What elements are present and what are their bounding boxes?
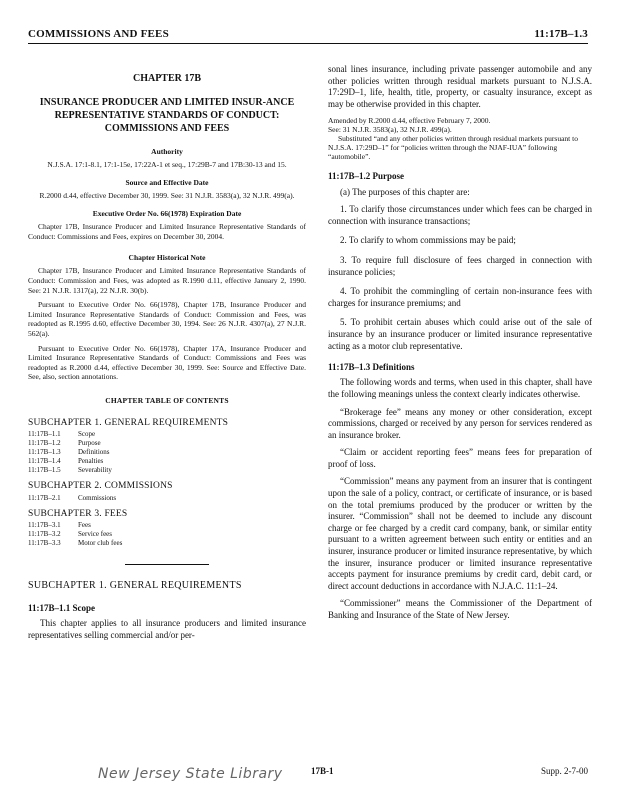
supplement-date: Supp. 2-7-00 bbox=[541, 766, 588, 776]
toc-entry bbox=[28, 457, 306, 466]
toc-entry-number: 11:17B–1.3 bbox=[28, 448, 61, 457]
right-column bbox=[328, 64, 592, 628]
toc-entry bbox=[28, 530, 306, 539]
chapter-name: INSURANCE PRODUCER AND LIMITED INSUR-ANCE REPRESENTATIVE STANDARDS OF CONDUCT: COMMISSIONS AND FEES bbox=[39, 97, 295, 135]
subchapter-heading: SUBCHAPTER 1. GENERAL REQUIREMENTS bbox=[28, 579, 242, 591]
toc-entry-number: 11:17B–3.1 bbox=[28, 520, 61, 529]
table-of-contents bbox=[28, 418, 306, 548]
header-section-number: 11:17B–1.3 bbox=[534, 28, 588, 40]
history-paragraph-1: Chapter 17B, Insurance Producer and Limited Insurance Representative Standards of Conduct: Commission and Fees, was adopted as R.1990 d.11, effective January 2, 1990. See: 21 N.J.R. 1317(a), 22 N.J.R. 30(b). bbox=[28, 266, 306, 295]
purpose-item: 2. To clarify to whom commissions may be paid; bbox=[340, 235, 516, 246]
toc-entry-number: 11:17B–1.2 bbox=[28, 439, 61, 448]
executive-order-text: Chapter 17B, Insurance Producer and Limited Insurance Representative Standards of Conduct: Commissions and Fees, expires on December 30, 2004. bbox=[28, 222, 306, 241]
definition-commissioner: “Commissioner” means the Commissioner of the Department of Banking and Insurance of the State of New Jersey. bbox=[328, 598, 592, 620]
header-title: COMMISSIONS AND FEES bbox=[28, 28, 169, 40]
toc-entry bbox=[28, 439, 306, 448]
toc-entry bbox=[28, 466, 306, 475]
page-number: 17B-1 bbox=[311, 766, 334, 776]
toc-subchapter-heading: SUBCHAPTER 3. FEES bbox=[28, 508, 128, 519]
toc-entry-label: Definitions bbox=[78, 448, 110, 457]
toc-entry-number: 11:17B–1.4 bbox=[28, 457, 61, 466]
history-paragraph-2: Pursuant to Executive Order No. 66(1978), Chapter 17B, Insurance Producer and Limited Insurance Representative Standards of Conduct: Commission and Fees, was readopted as R.1995 d.60, effective December 30, 1994. See: 26 N.J.R. 4307(a), 27 N.J.R. 562(a). bbox=[28, 300, 306, 338]
toc-entry-number: 11:17B–1.1 bbox=[28, 430, 61, 439]
toc-entry-label: Motor club fees bbox=[78, 538, 123, 547]
source-heading: Source and Effective Date bbox=[125, 178, 209, 187]
toc-entry bbox=[28, 539, 306, 548]
toc-entry-label: Scope bbox=[78, 430, 96, 439]
toc-entry-label: Fees bbox=[78, 520, 91, 529]
authority-heading: Authority bbox=[151, 147, 183, 157]
toc-entry-number: 11:17B–1.5 bbox=[28, 466, 61, 475]
scope-continuation: sonal lines insurance, including private passenger automobile and any other policies written through residual markets pursuant to N.J.S.A. 17:29D–1, life, health, title, property, or casualty insurance, except as may be otherwise provided in this chapter. bbox=[328, 64, 592, 109]
purpose-intro: (a) The purposes of this chapter are: bbox=[340, 186, 470, 197]
authority-text: N.J.S.A. 17:1-8.1, 17:1-15e, 17:22A-1 et seq., 17:29B-7 and 17B:30-13 and 15. bbox=[47, 160, 287, 170]
toc-entry-number: 11:17B–3.2 bbox=[28, 529, 61, 538]
definitions-heading: 11:17B–1.3 Definitions bbox=[328, 362, 415, 373]
scope-heading: 11:17B–1.1 Scope bbox=[28, 602, 96, 613]
toc-entry bbox=[28, 494, 306, 503]
toc-subchapter-heading: SUBCHAPTER 2. COMMISSIONS bbox=[28, 481, 173, 492]
purpose-item: 3. To require full disclosure of fees charged in connection with insurance policies; bbox=[328, 254, 592, 277]
definition-claim-fees: “Claim or accident reporting fees” means fees for preparation of proof of loss. bbox=[328, 447, 592, 469]
purpose-heading: 11:17B–1.2 Purpose bbox=[328, 171, 405, 182]
purpose-list bbox=[328, 204, 592, 352]
definition-commission: “Commission” means any payment from an insurer that is contingent upon the sale of a policy, contract, or certificate of insurance, or is based on the total premiums produced by the producer or written by the insurer. “Commission” shall not be deemed to include any discount charge or fee charged by a credit card company, bank, or similar entity pursuant to a written agreement between such entity or entities and an insurer, insurance producer or limited insurance representative, by which the insurer, insurance producer or limited insurance representative accepts payment for insurance premiums by credit card, debit card, or direct account deductions in accordance with N.J.A.C. 11:1–24. bbox=[328, 476, 592, 591]
toc-entry bbox=[28, 521, 306, 530]
toc-heading: CHAPTER TABLE OF CONTENTS bbox=[105, 395, 229, 405]
toc-entry bbox=[28, 448, 306, 457]
scope-text: This chapter applies to all insurance producers and limited insurance representatives selling commercial and/or per- bbox=[28, 618, 306, 640]
toc-subchapter-heading: SUBCHAPTER 1. GENERAL REQUIREMENTS bbox=[28, 418, 229, 429]
definitions-intro: The following words and terms, when used in this chapter, shall have the following meanings unless the context clearly indicates otherwise. bbox=[328, 377, 592, 399]
purpose-item: 1. To clarify those circumstances under which fees can be charged in connection with insurance transactions; bbox=[328, 204, 592, 226]
toc-entry-label: Penalties bbox=[78, 457, 104, 466]
amendment-line-2: See: 31 N.J.R. 3583(a), 32 N.J.R. 499(a). bbox=[328, 125, 452, 135]
toc-entry-number: 11:17B–3.3 bbox=[28, 538, 61, 547]
toc-entry bbox=[28, 430, 306, 439]
amendment-note: Substituted “and any other policies written through residual markets pursuant to N.J.S.A. 17:29D–1” for “policies written through the NJAF-IUA” following “automobile”. bbox=[328, 134, 578, 162]
toc-entry-label: Service fees bbox=[78, 529, 113, 538]
definition-brokerage-fee: “Brokerage fee” means any money or other consideration, except commissions, charged or received by any person for services rendered as an insurance broker. bbox=[328, 406, 592, 440]
executive-order-heading: Executive Order No. 66(1978) Expiration Date bbox=[92, 208, 242, 218]
purpose-item: 4. To prohibit the commingling of certain non-insurance fees with charges for insurance premiums; and bbox=[328, 286, 592, 308]
source-text: R.2000 d.44, effective December 30, 1999. See: 31 N.J.R. 3583(a), 32 N.J.R. 499(a). bbox=[39, 191, 295, 201]
toc-entry-label: Commissions bbox=[78, 493, 117, 502]
purpose-item: 5. To prohibit certain abuses which could arise out of the sale of insurance by an insurance producer or limited insurance representative acting as a motor club representative. bbox=[328, 317, 592, 351]
running-header bbox=[28, 28, 588, 42]
header-rule bbox=[28, 43, 588, 44]
toc-entry-number: 11:17B–2.1 bbox=[28, 493, 61, 502]
history-paragraph-3: Pursuant to Executive Order No. 66(1978), Chapter 17A, Insurance Producer and Limited Insurance Representative Standards of Conduct: Commissions and Fees was readopted as R.2000 d.44, effective December 30, 1999. See: Source and Effective Date. See, also, section annotations. bbox=[28, 343, 306, 382]
section-divider bbox=[125, 564, 209, 565]
library-stamp: New Jersey State Library bbox=[98, 766, 283, 782]
amendment-line-1: Amended by R.2000 d.44, effective February 7, 2000. bbox=[328, 116, 491, 126]
history-heading: Chapter Historical Note bbox=[128, 253, 206, 263]
left-column bbox=[28, 64, 306, 647]
toc-entry-label: Severability bbox=[78, 466, 112, 475]
toc-entry-label: Purpose bbox=[78, 439, 101, 448]
chapter-title: CHAPTER 17B bbox=[132, 73, 202, 84]
